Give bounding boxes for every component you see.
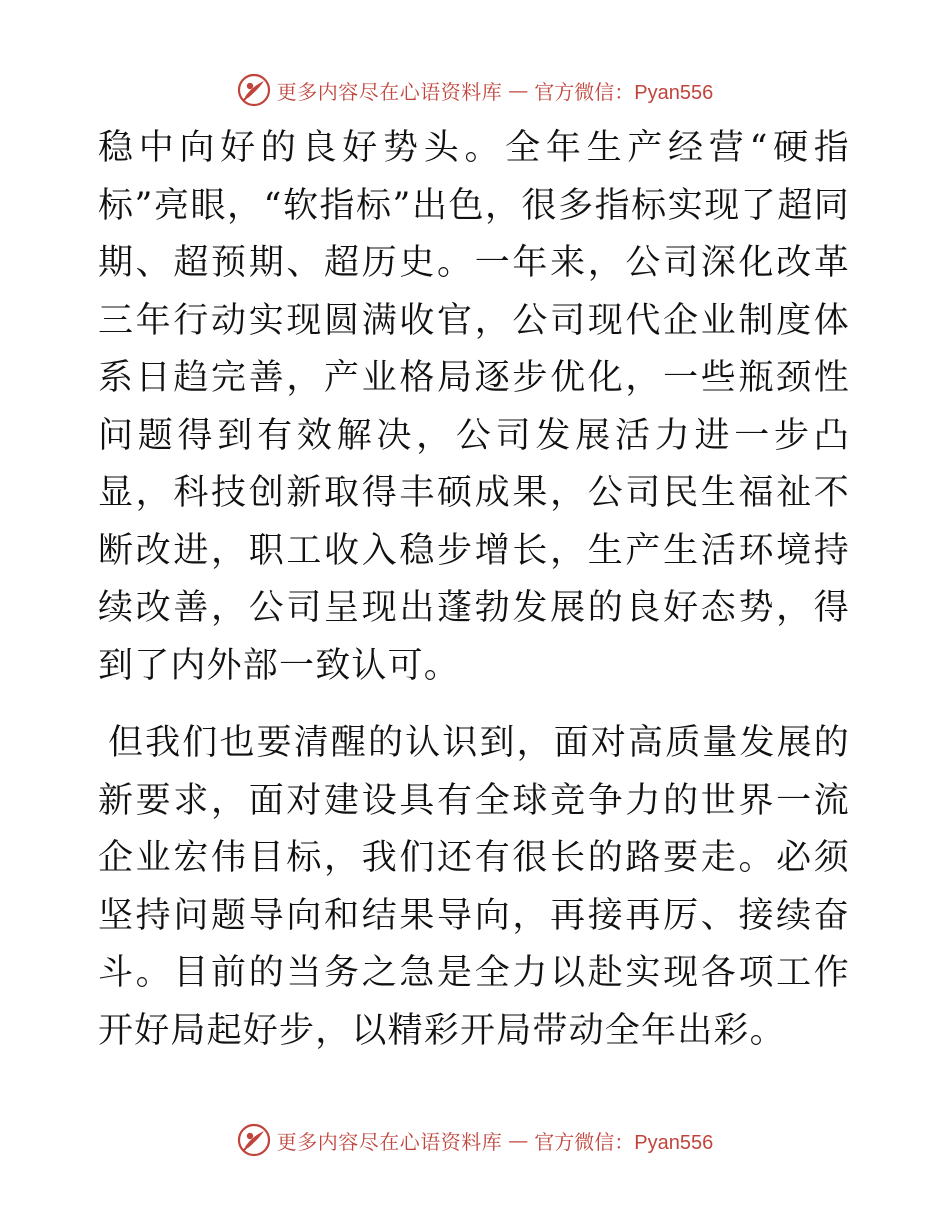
- banner-wechat-id: Pyan556: [634, 81, 714, 104]
- paragraph-2: 但我们也要清醒的认识到，面对高质量发展的新要求，面对建设具有全球竞争力的世界一流企业宏伟目标，我们还有很长的路要走。必须坚持问题导向和结果导向，再接再厉、接续奋斗。目前的当务之急是全力以赴实现各项工作开好局起好步，以精彩开局带动全年出彩。: [98, 723, 850, 1051]
- banner-wechat-label: 官方微信：: [534, 1129, 635, 1154]
- footer-banner: [0, 1120, 950, 1160]
- banner-wechat: [534, 76, 713, 105]
- banner-site-text: 更多内容尽在心语资料库: [276, 79, 503, 104]
- document-body: [98, 120, 850, 1060]
- banner-wechat-id: Pyan556: [634, 1131, 714, 1154]
- banner-separator: —: [508, 1128, 529, 1152]
- quill-pen-logo-icon: [237, 1123, 271, 1157]
- paragraph-1: 稳中向好的良好势头。全年生产经营“硬指标”亮眼，“软指标”出色，很多指标实现了超同期、超预期、超历史。一年来，公司深化改革三年行动实现圆满收官，公司现代企业制度体系日趋完善，产业格局逐步优化，一些瓶颈性问题得到有效解决，公司发展活力进一步凸显，科技创新取得丰硕成果，公司民生福祉不断改进，职工收入稳步增长，生产生活环境持续改善，公司呈现出蓬勃发展的良好态势，得到了内外部一致认可。: [98, 128, 850, 686]
- quill-pen-logo-icon: [237, 73, 271, 107]
- banner-wechat-label: 官方微信：: [534, 79, 635, 104]
- banner-site-text: 更多内容尽在心语资料库: [276, 1129, 503, 1154]
- header-banner: [0, 70, 950, 110]
- banner-wechat: [534, 1126, 713, 1155]
- banner-separator: —: [508, 78, 529, 102]
